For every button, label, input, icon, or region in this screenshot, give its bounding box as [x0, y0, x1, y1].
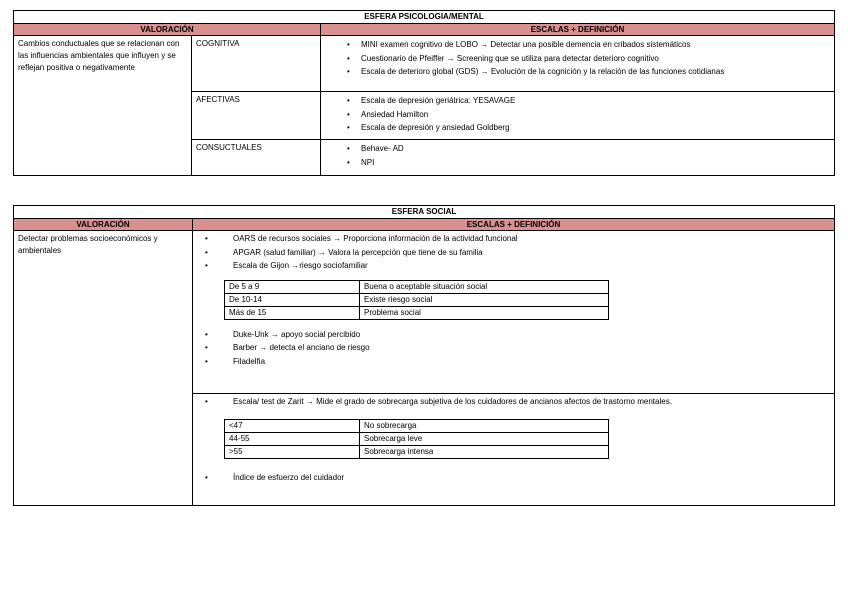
valoracion-text: Cambios conductuales que se relacionan con las influencias ambientales que influyen y se reflejan positiva o negativamente — [14, 36, 192, 176]
list-item: • Índice de esfuerzo del cuidador — [197, 471, 830, 485]
list-item: • Escala de depresión geriátrica: YESAVAGE — [325, 94, 830, 108]
bullet-icon: • — [347, 53, 350, 63]
list-item: • Ansiedad Hamilton — [325, 108, 830, 122]
table-row: <47 No sobrecarga — [225, 419, 609, 432]
list-item: • Escala de Gijon →riesgo sociofamiliar — [197, 259, 830, 273]
list-item: • Escala de deterioro global (GDS) → Evolución de la cognición y la relación de las funciones cotidianas — [325, 65, 830, 79]
bullet-icon: • — [205, 343, 208, 352]
list-item: • OARS de recursos sociales → Proporciona información de la actividad funcional — [197, 232, 830, 246]
gijon-score-table — [224, 280, 609, 320]
bullet-icon: • — [347, 144, 350, 153]
header-escalas: ESCALAS + DEFINICIÓN — [321, 24, 835, 36]
header-escalas: ESCALAS + DEFINICIÓN — [193, 219, 835, 231]
category-cognitiva: COGNITIVA — [192, 36, 321, 92]
psych-mental-table — [13, 10, 835, 176]
scales-cognitiva — [321, 36, 835, 92]
list-item: • NPI — [325, 156, 830, 170]
list-item: • Filadelfia — [197, 355, 830, 369]
category-conductuales: CONSUCTUALES — [192, 140, 321, 176]
bullet-icon: • — [205, 261, 208, 270]
list-item: • APGAR (salud familiar) → Valora la percepción que tiene de su familia — [197, 246, 830, 260]
scales-conductuales — [321, 140, 835, 176]
table-row: 44-55 Sobrecarga leve — [225, 432, 609, 445]
scales-social-block — [193, 231, 835, 394]
bullet-icon: • — [347, 96, 350, 105]
bullet-icon: • — [205, 472, 208, 482]
section-title: ESFERA SOCIAL — [14, 206, 835, 219]
list-item: • Barber → detecta el anciano de riesgo — [197, 341, 830, 355]
header-valoracion: VALORACIÓN — [14, 219, 193, 231]
list-item: • Escala de depresión y ansiedad Goldberg — [325, 121, 830, 135]
bullet-icon: • — [205, 329, 208, 339]
zarit-score-table — [224, 419, 609, 459]
category-afectivas: AFECTIVAS — [192, 92, 321, 140]
bullet-icon: • — [205, 247, 208, 257]
table-row: >55 Sobrecarga intensa — [225, 445, 609, 458]
bullet-icon: • — [347, 109, 350, 119]
scales-afectivas — [321, 92, 835, 140]
header-valoracion: VALORACIÓN — [14, 24, 321, 36]
list-item: • Escala/ test de Zarit → Mide el grado de sobrecarga subjetiva de los cuidadores de ancianos afectos de trastorno mentales. — [197, 395, 830, 409]
table-row: De 5 a 9 Buena o aceptable situación social — [225, 280, 609, 293]
bullet-icon: • — [205, 356, 208, 366]
valoracion-text: Detectar problemas socioeconómicos y ambientales — [14, 231, 193, 506]
bullet-icon: • — [347, 40, 350, 49]
list-item: • Cuestionario de Pfeiffer → Screening que se utiliza para detectar deterioro cognitivo — [325, 52, 830, 66]
list-item: • Duke-Unk → apoyo social percibido — [197, 328, 830, 342]
social-table — [13, 205, 835, 506]
section-title: ESFERA PSICOLOGIA/MENTAL — [14, 11, 835, 24]
table-row: De 10-14 Existe riesgo social — [225, 293, 609, 306]
bullet-icon: • — [347, 157, 350, 167]
scales-caregiver-block — [193, 394, 835, 506]
bullet-icon: • — [205, 234, 208, 243]
bullet-icon: • — [347, 67, 350, 76]
list-item: • Behave- AD — [325, 142, 830, 156]
list-item: • MINI examen cognitivo de LOBO → Detectar una posible demencia en cribados sistemáticos — [325, 38, 830, 52]
bullet-icon: • — [205, 397, 208, 406]
table-row: Más de 15 Problema social — [225, 306, 609, 319]
bullet-icon: • — [347, 123, 350, 132]
